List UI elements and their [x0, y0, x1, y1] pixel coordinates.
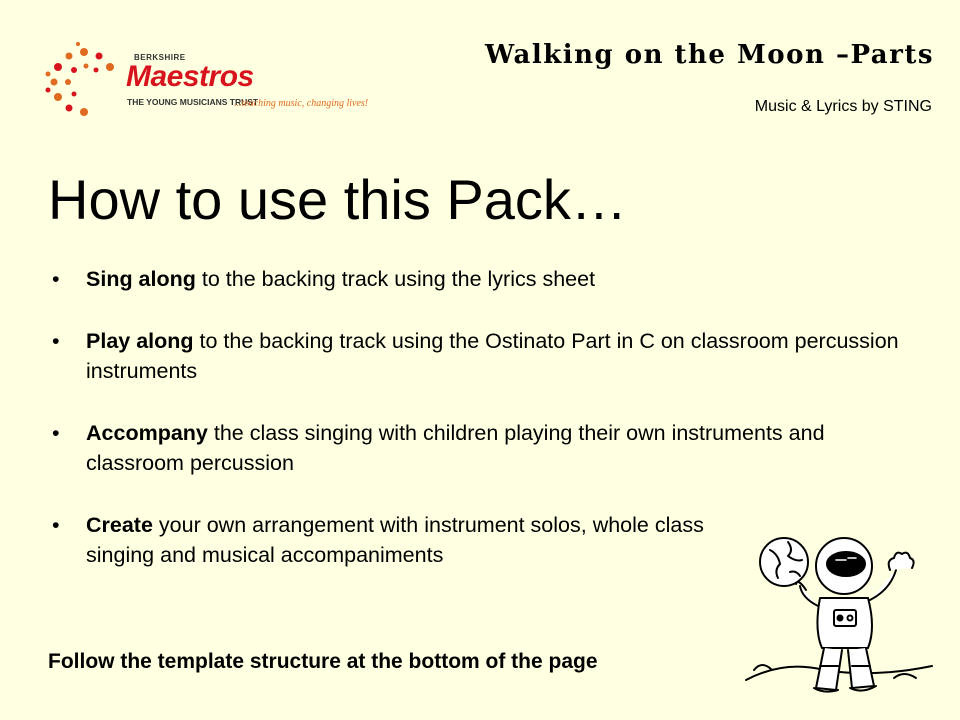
- credit-line: Music & Lyrics by STING: [754, 98, 932, 115]
- logo-tagline: ...teaching music, changing lives!: [234, 98, 369, 109]
- list-item: [48, 264, 908, 294]
- list-item: [48, 510, 746, 570]
- astronaut-icon: [744, 520, 934, 710]
- logo-org-small: BERKSHIRE: [134, 53, 186, 62]
- list-item: [48, 418, 908, 478]
- bullet-keyword: Sing along: [86, 267, 196, 291]
- footer-note: Follow the template structure at the bottom of the page: [48, 650, 598, 673]
- bullet-text: to the backing track using the lyrics sheet: [195, 267, 596, 291]
- list-item: [48, 326, 908, 386]
- page-heading: How to use this Pack…: [48, 168, 627, 231]
- bullet-icon: •: [52, 421, 60, 445]
- bullet-keyword: Accompany: [86, 421, 208, 445]
- bullet-text: your own arrangement with instrument solos, whole class singing and musical accompaniments: [86, 513, 704, 567]
- bullet-keyword: Play along: [86, 329, 194, 353]
- bullet-icon: •: [52, 267, 60, 291]
- logo-dots-icon: [44, 42, 124, 122]
- logo: [44, 42, 450, 122]
- bullet-keyword: Create: [86, 513, 153, 537]
- slide-title: Walking on the Moon –Parts: [485, 40, 934, 70]
- bullet-text: to the backing track using the Ostinato Part in C on classroom percussion instruments: [86, 329, 899, 383]
- logo-org-sub: THE YOUNG MUSICIANS TRUST: [127, 97, 259, 107]
- bullet-icon: •: [52, 513, 60, 537]
- logo-org-name: Maestros: [126, 60, 254, 93]
- bullet-text: the class singing with children playing their own instruments and classroom percussion: [86, 421, 825, 475]
- bullet-icon: •: [52, 329, 60, 353]
